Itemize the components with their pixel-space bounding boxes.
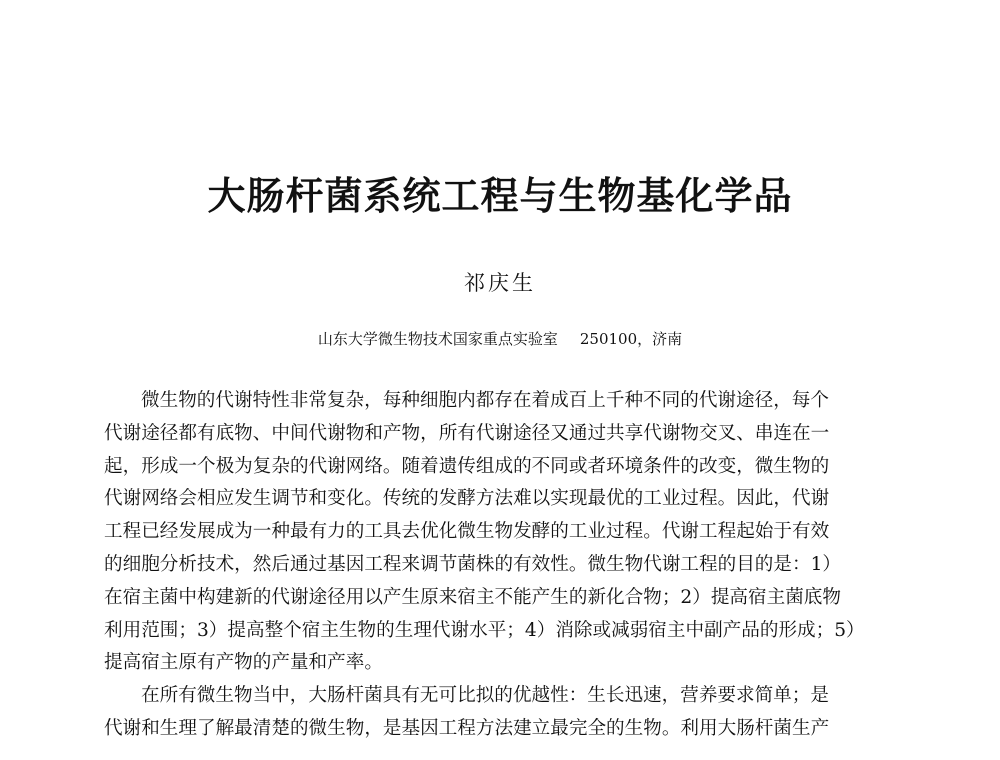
paragraph-line: 代谢和生理了解最清楚的微生物，是基因工程方法建立最完全的生物。利用大肠杆菌生产 bbox=[104, 717, 830, 739]
paragraph-line: 在宿主菌中构建新的代谢途径用以产生原来宿主不能产生的新化合物；2）提高宿主菌底物 bbox=[104, 586, 841, 608]
author-name: 祁庆生 bbox=[464, 271, 536, 295]
affiliation-institution: 山东大学微生物技术国家重点实验室 bbox=[317, 330, 558, 348]
paragraph-2 bbox=[104, 680, 900, 746]
affiliation-postcode-city: 250100，济南 bbox=[579, 330, 683, 348]
paragraph-line: 起，形成一个极为复杂的代谢网络。随着遗传组成的不同或者环境条件的改变，微生物的 bbox=[104, 455, 830, 477]
author-affiliation bbox=[0, 327, 1000, 351]
body-text bbox=[104, 385, 900, 746]
paragraph-line: 工程已经发展成为一种最有力的工具去优化微生物发酵的工业过程。代谢工程起始于有效 bbox=[104, 521, 830, 543]
paragraph-1 bbox=[104, 385, 900, 680]
paragraph-line: 代谢网络会相应发生调节和变化。传统的发酵方法难以实现最优的工业过程。因此，代谢 bbox=[104, 488, 830, 510]
paragraph-line: 提高宿主原有产物的产量和产率。 bbox=[104, 652, 383, 674]
paragraph-line: 在所有微生物当中，大肠杆菌具有无可比拟的优越性：生长迅速，营养要求简单；是 bbox=[141, 685, 829, 707]
paragraph-line: 代谢途径都有底物、中间代谢物和产物，所有代谢途径又通过共享代谢物交叉、串连在一 bbox=[104, 422, 830, 444]
paper-title: 大肠杆菌系统工程与生物基化学品 bbox=[207, 174, 793, 218]
paragraph-line: 利用范围；3）提高整个宿主生物的生理代谢水平；4）消除或减弱宿主中副产品的形成；5） bbox=[104, 619, 865, 641]
paragraph-line: 微生物的代谢特性非常复杂，每种细胞内都存在着成百上千种不同的代谢途径，每个 bbox=[141, 390, 829, 411]
paragraph-line: 的细胞分析技术，然后通过基因工程来调节菌株的有效性。微生物代谢工程的目的是：1） bbox=[104, 553, 841, 575]
